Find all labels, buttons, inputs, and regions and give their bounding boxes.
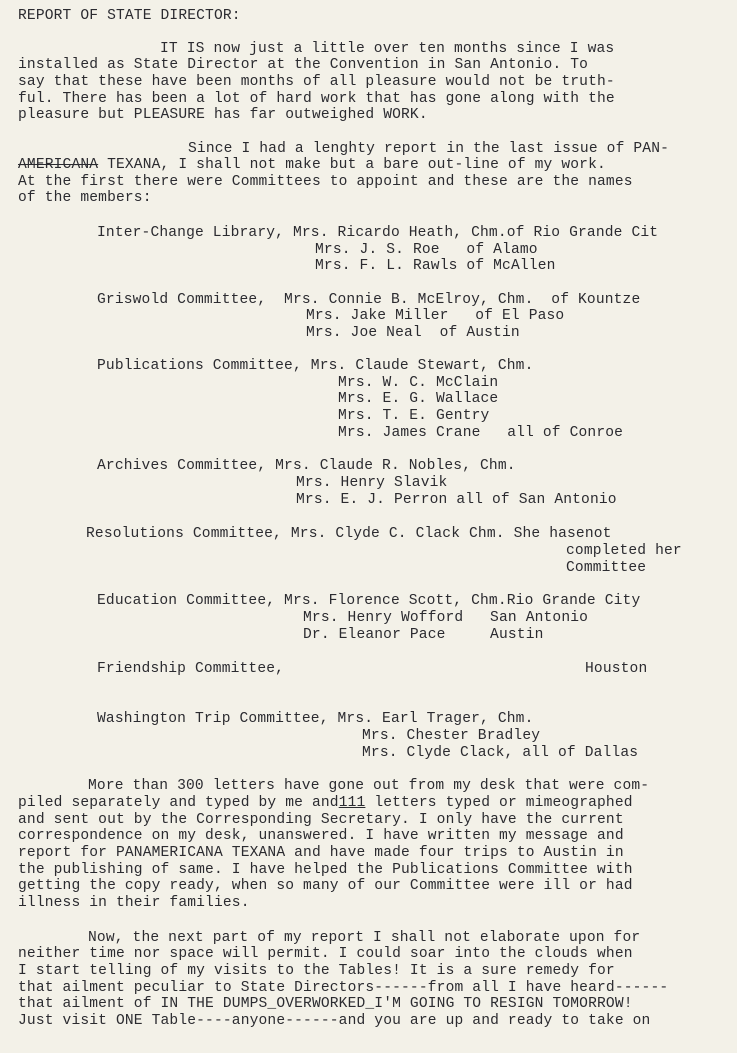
committee-member-line: Dr. Eleanor Pace Austin [303,627,544,643]
paragraph-line: Since I had a lenghty report in the last issue of PAN- [188,141,670,157]
committee-member-line: Mrs. Henry Wofford San Antonio [303,610,589,626]
committee-member-line: Mrs. E. G. Wallace [338,391,499,407]
committee-member-line: Mrs. Henry Slavik [296,475,448,491]
committee-publications-line: Publications Committee, Mrs. Claude Stewart, Chm. [97,358,534,374]
paragraph-line: At the first there were Committees to appoint and these are the names [18,174,633,190]
paragraph-line [18,157,606,173]
committee-member-line: Committee [566,560,647,576]
paragraph-line: report for PANAMERICANA TEXANA and have made four trips to Austin in [18,845,624,861]
paragraph-line: Now, the next part of my report I shall not elaborate upon for [88,930,641,946]
intro-line: IT IS now just a little over ten months since I was [160,41,615,57]
committee-member-line: completed her [566,543,682,559]
intro-line: pleasure but PLEASURE has far outweighed WORK. [18,107,428,123]
committee-member-line: Mrs. James Crane all of Conroe [338,425,624,441]
intro-line: installed as State Director at the Convention in San Antonio. To [18,57,589,73]
report-title: REPORT OF STATE DIRECTOR: [18,8,241,24]
intro-line: say that these have been months of all pleasure would not be truth- [18,74,615,90]
paragraph-line: that ailment of IN THE DUMPS_OVERWORKED_I'M GOING TO RESIGN TOMORROW! [18,996,633,1012]
paragraph-line: getting the copy ready, when so many of our Committee were ill or had [18,878,633,894]
committee-member-line: Mrs. Joe Neal of Austin [306,325,520,341]
line-rest: TEXANA, I shall not make but a bare out-line of my work. [98,157,606,173]
committee-member-line: Mrs. Clyde Clack, all of Dallas [362,745,639,761]
committee-archives-line: Archives Committee, Mrs. Claude R. Nobles, Chm. [97,458,516,474]
paragraph-line: neither time nor space will permit. I could soar into the clouds when [18,946,633,962]
paragraph-line: correspondence on my desk, unanswered. I have written my message and [18,828,624,844]
committee-member-line: Mrs. W. C. McClain [338,375,499,391]
paragraph-line: and sent out by the Corresponding Secretary. I only have the current [18,812,624,828]
line-part: piled separately and typed by me and [18,795,339,811]
paragraph-line: of the members: [18,190,152,206]
paragraph-line: illness in their families. [18,895,250,911]
committee-member-line: Mrs. E. J. Perron all of San Antonio [296,492,617,508]
committee-griswold-line: Griswold Committee, Mrs. Connie B. McElroy, Chm. of Kountze [97,292,641,308]
paragraph-line: Just visit ONE Table----anyone------and you are up and ready to take on [18,1013,651,1029]
committee-interchange-line: Inter-Change Library, Mrs. Ricardo Heath, Chm.of Rio Grande Cit [97,225,659,241]
committee-washington-line: Washington Trip Committee, Mrs. Earl Trager, Chm. [97,711,534,727]
committee-education-line: Education Committee, Mrs. Florence Scott, Chm.Rio Grande City [97,593,641,609]
line-part: letters typed or mimeographed [365,795,633,811]
committee-friendship-city: Houston [585,661,648,677]
paragraph-line [18,795,633,811]
paragraph-line: the publishing of same. I have helped the Publications Committee with [18,862,633,878]
committee-friendship-label: Friendship Committee, [97,661,285,677]
committee-member-line: Mrs. J. S. Roe of Alamo [315,242,538,258]
struck-word: AMERICANA [18,157,99,173]
committee-member-line: Mrs. T. E. Gentry [338,408,490,424]
paragraph-line: I start telling of my visits to the Tables! It is a sure remedy for [18,963,615,979]
committee-member-line: Mrs. F. L. Rawls of McAllen [315,258,556,274]
committee-member-line: Mrs. Chester Bradley [362,728,541,744]
committee-member-line: Mrs. Jake Miller of El Paso [306,308,565,324]
intro-line: ful. There has been a lot of hard work that has gone along with the [18,91,615,107]
paragraph-line: More than 300 letters have gone out from my desk that were com- [88,778,650,794]
paragraph-line: that ailment peculiar to State Directors------from all I have heard------ [18,980,669,996]
underlined-number: 111 [338,795,366,811]
committee-resolutions-line: Resolutions Committee, Mrs. Clyde C. Clack Chm. She hasenot [86,526,612,542]
